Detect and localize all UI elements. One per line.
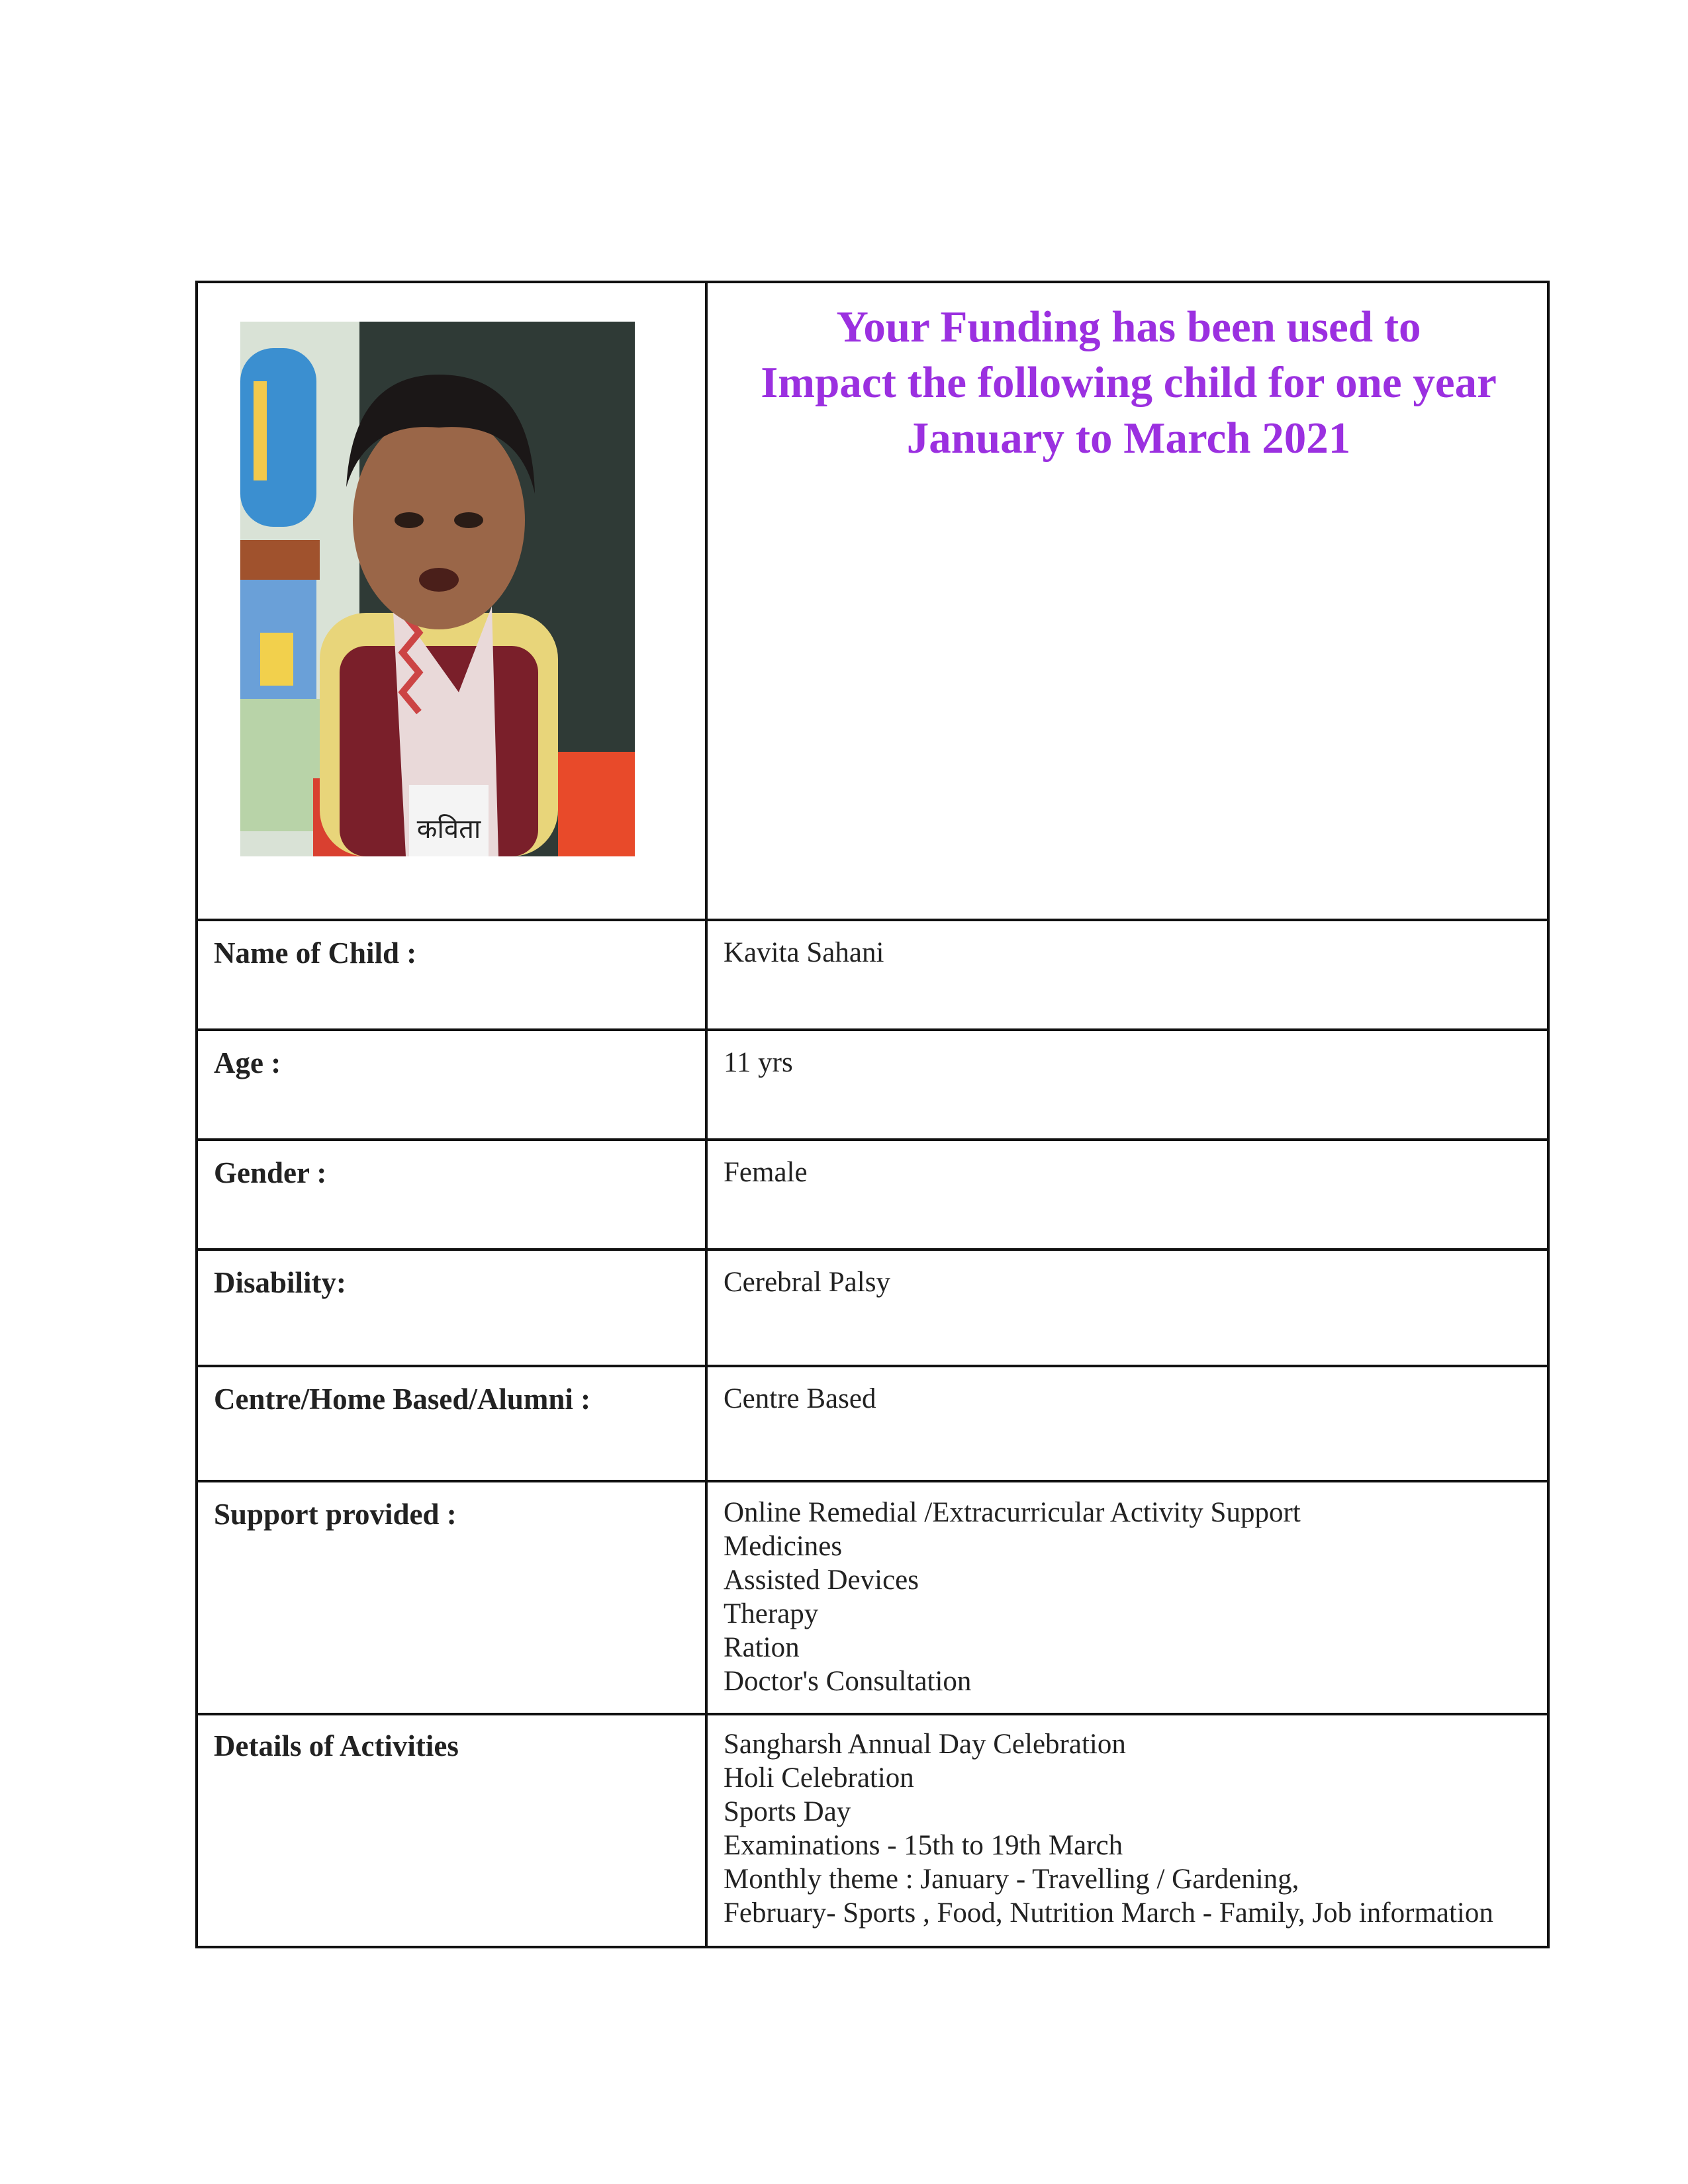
support-item: Medicines [724,1531,843,1562]
support-item: Doctor's Consultation [724,1666,972,1697]
row-divider [198,919,1547,921]
activity-item: Holi Celebration [724,1762,914,1794]
heading-line-3: January to March 2021 [906,414,1351,463]
support-label: Support provided : [214,1498,457,1531]
name-value-text: Kavita Sahani [724,937,884,968]
row-divider [198,1713,1547,1715]
activity-item: Sangharsh Annual Day Celebration [724,1729,1126,1760]
row-divider [198,1480,1547,1482]
badge-text: कविता [416,814,481,844]
support-value [724,1496,1538,1698]
age-label: Age : [214,1046,281,1079]
age-value [724,1046,1538,1079]
support-item: Ration [724,1632,800,1663]
activities-value [724,1727,1538,1930]
name-value [724,936,1538,970]
disability-value-text: Cerebral Palsy [724,1267,890,1298]
activity-item: Monthly theme : January - Travelling / Gardening, [724,1864,1299,1895]
disability-value [724,1265,1538,1299]
disability-label: Disability: [214,1266,347,1299]
name-label: Name of Child : [214,936,417,970]
gender-value [724,1156,1538,1189]
row-divider [198,1138,1547,1141]
support-item: Assisted Devices [724,1565,919,1596]
activities-label: Details of Activities [214,1729,459,1762]
gender-label: Gender : [214,1156,327,1189]
support-item: Therapy [724,1598,819,1629]
column-divider [705,283,708,1946]
activity-item: February- Sports , Food, Nutrition March - Family, Job information [724,1897,1493,1929]
heading-line-1: Your Funding has been used to [836,302,1421,351]
centre-label: Centre/Home Based/Alumni : [214,1383,591,1416]
child-photo [240,322,635,856]
row-divider [198,1248,1547,1251]
gender-value-text: Female [724,1157,808,1188]
activity-item: Examinations - 15th to 19th March [724,1830,1123,1861]
centre-value [724,1382,1538,1416]
heading-line-2: Impact the following child for one year [761,358,1497,407]
funding-heading [708,299,1550,466]
row-divider [198,1028,1547,1031]
row-divider [198,1365,1547,1367]
age-value-text: 11 yrs [724,1047,793,1078]
child-impact-table [195,281,1550,1948]
centre-value-text: Centre Based [724,1383,876,1414]
support-item: Online Remedial /Extracurricular Activity Support [724,1497,1301,1528]
activity-item: Sports Day [724,1796,851,1827]
